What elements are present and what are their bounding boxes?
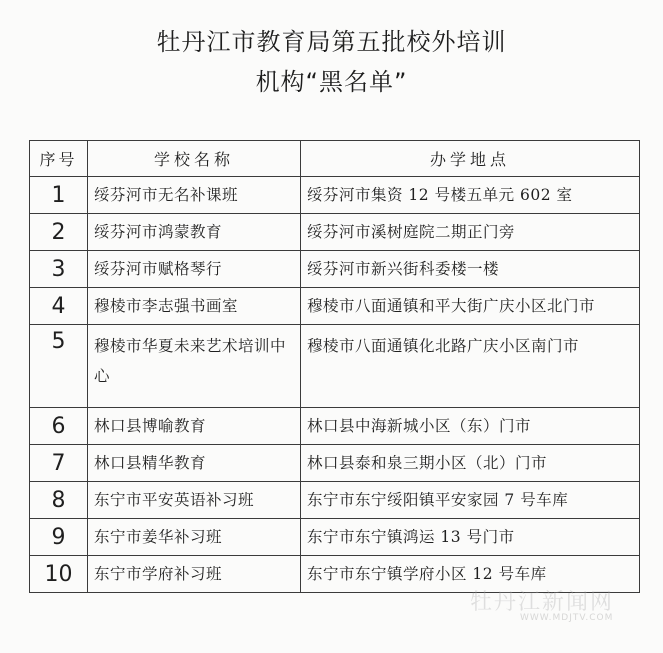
row-number: 9 <box>30 519 88 556</box>
table-row <box>30 251 640 288</box>
school-name: 林口县博喻教育 <box>88 408 301 445</box>
header-serial-number: 序号 <box>30 141 88 177</box>
document-title-line-1: 牡丹江市教育局第五批校外培训 <box>156 28 507 56</box>
row-number: 10 <box>30 556 88 593</box>
row-number: 2 <box>30 214 88 251</box>
row-number: 6 <box>30 408 88 445</box>
row-number: 7 <box>30 445 88 482</box>
table-row <box>30 482 640 519</box>
document-title-line-2: 机构“黑名单” <box>255 68 408 96</box>
school-address: 林口县中海新城小区（东）门市 <box>301 408 640 445</box>
school-address: 东宁市东宁镇学府小区 12 号车库 <box>301 556 640 593</box>
school-address: 林口县泰和泉三期小区（北）门市 <box>301 445 640 482</box>
table-row <box>30 325 640 408</box>
table-row <box>30 408 640 445</box>
row-number: 8 <box>30 482 88 519</box>
school-name: 东宁市学府补习班 <box>88 556 301 593</box>
school-address: 东宁市东宁绥阳镇平安家园 7 号车库 <box>301 482 640 519</box>
table-row <box>30 177 640 214</box>
school-name: 绥芬河市赋格琴行 <box>88 251 301 288</box>
table-row <box>30 445 640 482</box>
table-row <box>30 214 640 251</box>
table-header-row <box>30 141 640 177</box>
watermark-url: WWW.MDJTV.COM <box>520 613 614 623</box>
row-number: 4 <box>30 288 88 325</box>
table-row <box>30 288 640 325</box>
header-address: 办学地点 <box>301 141 640 177</box>
table-row <box>30 519 640 556</box>
school-name: 林口县精华教育 <box>88 445 301 482</box>
school-name: 绥芬河市鸿蒙教育 <box>88 214 301 251</box>
blacklist-table <box>29 140 640 593</box>
row-number: 1 <box>30 177 88 214</box>
row-number: 3 <box>30 251 88 288</box>
school-name: 穆棱市李志强书画室 <box>88 288 301 325</box>
watermark-logo-text: 牡丹江新闻网 <box>470 590 615 615</box>
school-name: 东宁市姜华补习班 <box>88 519 301 556</box>
school-address: 东宁市东宁镇鸿运 13 号门市 <box>301 519 640 556</box>
row-number: 5 <box>30 325 88 408</box>
school-address: 绥芬河市新兴街科委楼一楼 <box>301 251 640 288</box>
school-address: 穆棱市八面通镇化北路广庆小区南门市 <box>301 325 640 408</box>
school-address: 绥芬河市集资 12 号楼五单元 602 室 <box>301 177 640 214</box>
school-name: 绥芬河市无名补课班 <box>88 177 301 214</box>
school-address: 绥芬河市溪树庭院二期正门旁 <box>301 214 640 251</box>
school-name: 东宁市平安英语补习班 <box>88 482 301 519</box>
school-address: 穆棱市八面通镇和平大街广庆小区北门市 <box>301 288 640 325</box>
header-school-name: 学校名称 <box>88 141 301 177</box>
school-name: 穆棱市华夏未来艺术培训中心 <box>88 325 301 408</box>
